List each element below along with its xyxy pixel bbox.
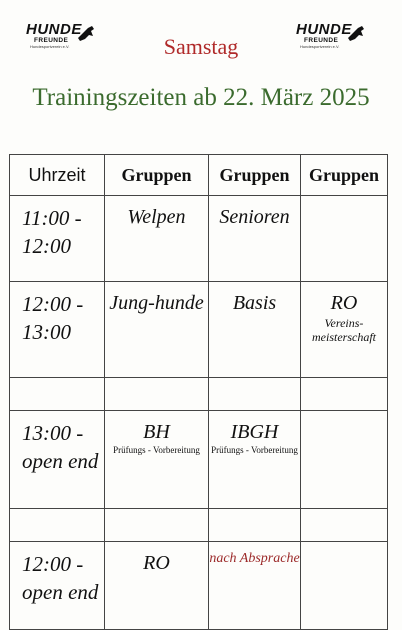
group-cell: Senioren bbox=[209, 196, 301, 282]
table-row bbox=[10, 196, 388, 282]
group-sub: Prüfungs - Vorbereitung bbox=[211, 445, 298, 455]
logo-word: HUNDE bbox=[26, 21, 82, 38]
group-cell: Welpen bbox=[105, 196, 209, 282]
header-gruppen-3: Gruppen bbox=[301, 155, 388, 196]
group-label: BH bbox=[143, 421, 170, 443]
group-cell bbox=[209, 411, 301, 509]
logo-word: HUNDE bbox=[296, 21, 352, 38]
spacer-row bbox=[10, 378, 388, 411]
group-label: IBGH bbox=[230, 421, 279, 443]
header-gruppen-2: Gruppen bbox=[209, 155, 301, 196]
logo-tiny: Hundesportverein e.V. bbox=[30, 44, 70, 49]
group-cell-note: nach Absprache bbox=[209, 542, 301, 630]
header-uhrzeit: Uhrzeit bbox=[10, 155, 105, 196]
day-heading: Samstag bbox=[163, 34, 239, 59]
time-cell: 11:00 - 12:00 bbox=[10, 196, 105, 282]
group-cell bbox=[301, 411, 388, 509]
logo-tiny: Hundesportverein e.V. bbox=[300, 44, 340, 49]
schedule-table bbox=[9, 154, 388, 630]
header-gruppen-1: Gruppen bbox=[105, 155, 209, 196]
group-cell: Jung-hunde bbox=[105, 282, 209, 378]
header-row bbox=[10, 155, 388, 196]
table-row bbox=[10, 411, 388, 509]
group-cell bbox=[301, 542, 388, 630]
time-cell: 13:00 - open end bbox=[10, 411, 105, 509]
group-cell: RO bbox=[105, 542, 209, 630]
logo-sub: FREUNDE bbox=[34, 37, 69, 44]
group-cell bbox=[105, 411, 209, 509]
group-sub: Prüfungs - Vorbereitung bbox=[113, 445, 200, 455]
page-title: Trainingszeiten ab 22. März 2025 bbox=[32, 84, 370, 111]
logo-sub: FREUNDE bbox=[304, 37, 339, 44]
time-cell: 12:00 - open end bbox=[10, 542, 105, 630]
group-label: RO bbox=[330, 292, 358, 314]
time-cell: 12:00 - 13:00 bbox=[10, 282, 105, 378]
table-row bbox=[10, 282, 388, 378]
group-cell bbox=[301, 282, 388, 378]
group-cell bbox=[301, 196, 388, 282]
spacer-row bbox=[10, 509, 388, 542]
group-sub: Vereins-meisterschaft bbox=[312, 316, 376, 344]
group-cell: Basis bbox=[209, 282, 301, 378]
table-row bbox=[10, 542, 388, 630]
